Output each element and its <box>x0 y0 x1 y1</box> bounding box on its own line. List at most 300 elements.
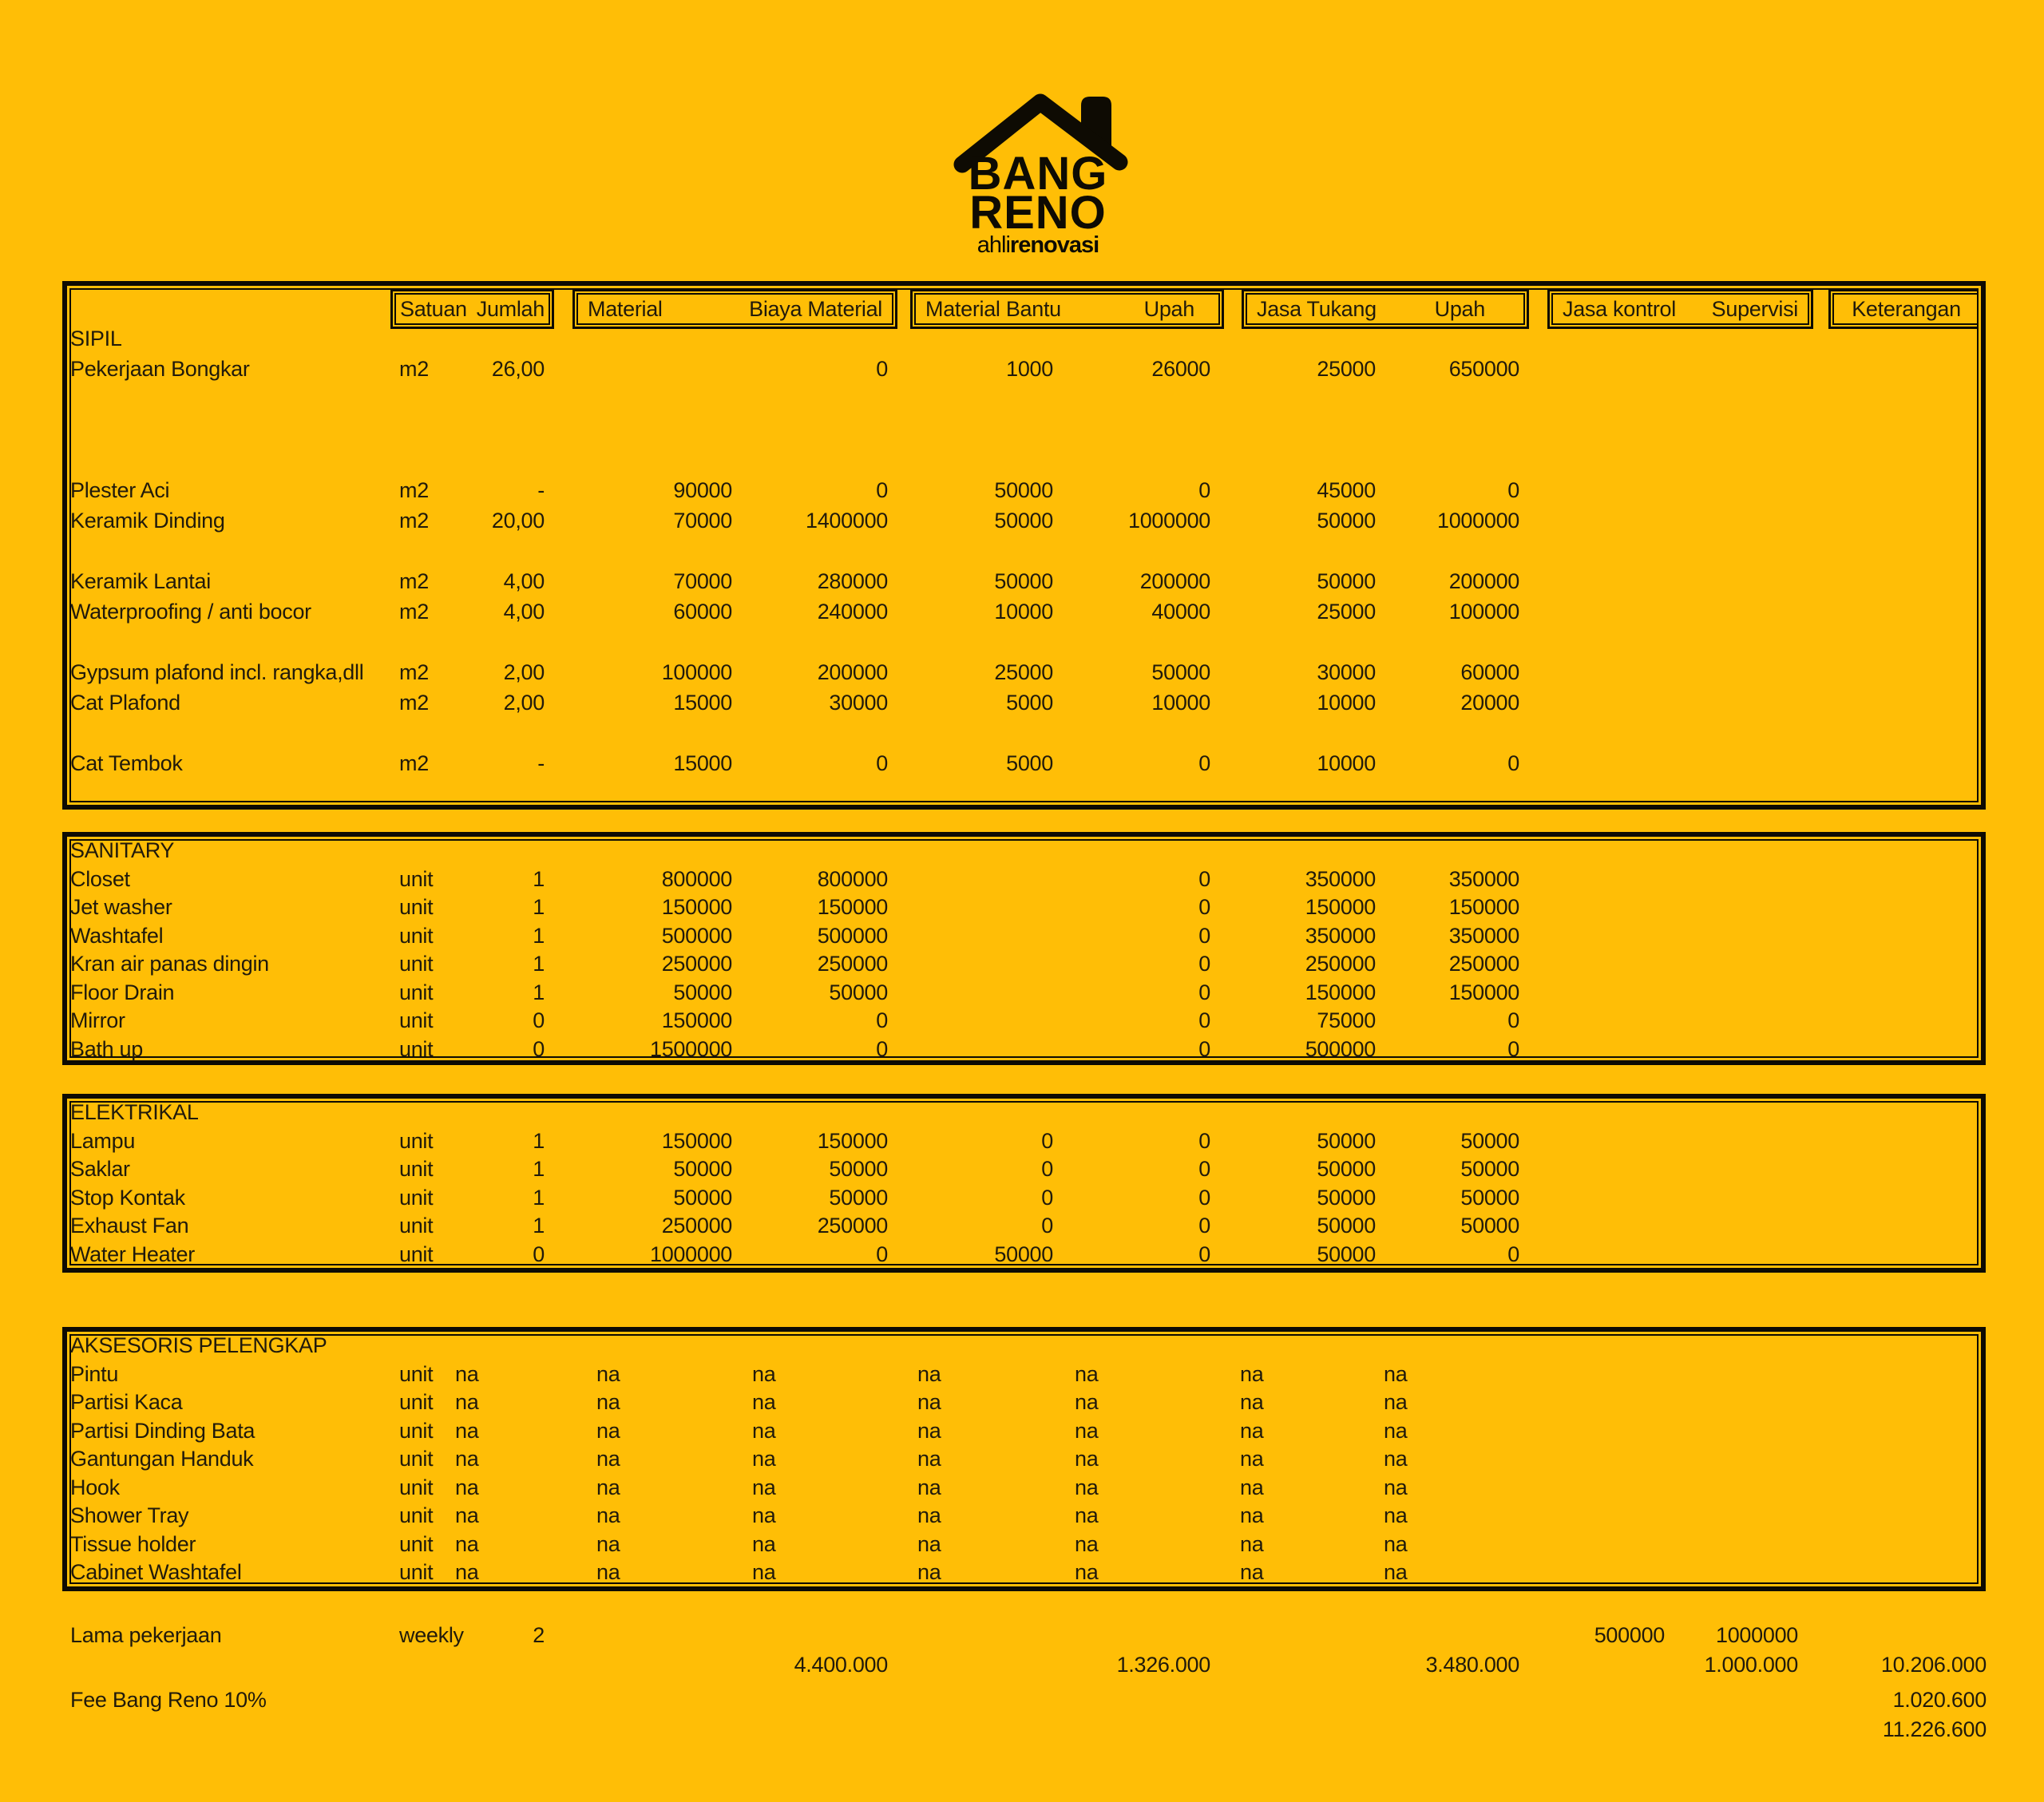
cell-jasa_tukang: 50000 <box>1317 509 1376 533</box>
section-title-elektrikal: ELEKTRIKAL <box>70 1100 199 1124</box>
cell-satuan: unit <box>399 1390 434 1414</box>
cell-material_bantu: 1000 <box>1006 357 1053 381</box>
cell-upah_bantu: na <box>1075 1418 1099 1443</box>
cell-biaya_material: 280000 <box>817 569 888 593</box>
cell-upah_bantu: 0 <box>1198 980 1210 1004</box>
cell-upah_bantu: 0 <box>1198 478 1210 502</box>
header-jumlah: Jumlah <box>476 296 545 321</box>
table-row <box>67 475 1981 505</box>
grand-total-value: 11.226.600 <box>1882 1717 1987 1741</box>
cell-material_bantu: 50000 <box>994 478 1053 502</box>
cell-upah_bantu: 0 <box>1198 751 1210 775</box>
cell-material_bantu: 50000 <box>994 509 1053 533</box>
cell-name: Gantungan Handuk <box>70 1447 254 1471</box>
cell-biaya_material: na <box>752 1560 776 1584</box>
cell-jasa_tukang: 45000 <box>1317 478 1376 502</box>
cell-biaya_material: na <box>752 1475 776 1499</box>
table-row <box>67 865 1981 894</box>
cell-jasa_tukang: 10000 <box>1317 751 1376 775</box>
table-row <box>67 1558 1981 1587</box>
cell-upah_bantu: 0 <box>1198 1128 1210 1153</box>
cell-jumlah: 1 <box>533 1185 545 1210</box>
cell-jumlah: 1 <box>533 895 545 919</box>
header-material-bantu: Material Bantu <box>925 296 1061 321</box>
cell-satuan: m2 <box>399 751 429 775</box>
cell-upah_bantu: na <box>1075 1390 1099 1414</box>
fee-label: Fee Bang Reno 10% <box>70 1688 267 1712</box>
cell-material: 70000 <box>673 569 732 593</box>
cell-jumlah: 2,00 <box>503 691 545 715</box>
section-rows <box>67 1099 1981 1269</box>
cell-jasa_tukang: 500000 <box>1305 1036 1376 1061</box>
table-row <box>67 1474 1981 1503</box>
section-sipil <box>62 281 1986 810</box>
cell-name: Hook <box>70 1475 120 1499</box>
cell-material: 60000 <box>673 600 732 624</box>
cell-jumlah: - <box>537 751 545 775</box>
cell-biaya_material: 0 <box>876 478 888 502</box>
cell-jumlah: 4,00 <box>503 569 545 593</box>
cell-material: 70000 <box>673 509 732 533</box>
cell-jasa_tukang: na <box>1240 1503 1264 1527</box>
cell-upah_tukang: 200000 <box>1448 569 1519 593</box>
subtotal-value: 10.206.000 <box>1880 1653 1987 1677</box>
grand-total-row <box>67 1715 1991 1745</box>
cell-jasa_tukang: na <box>1240 1531 1264 1556</box>
cell-material_bantu: na <box>917 1447 941 1471</box>
cell-material: 250000 <box>661 952 732 976</box>
logo-tagline-light: ahli <box>976 232 1010 258</box>
cell-material: 500000 <box>661 923 732 948</box>
cell-jasa_tukang: 150000 <box>1305 980 1376 1004</box>
cell-jumlah: 1 <box>533 1157 545 1181</box>
cell-satuan: unit <box>399 1447 434 1471</box>
cell-name: Cat Plafond <box>70 691 180 715</box>
cell-upah_tukang: 60000 <box>1460 660 1519 684</box>
cell-upah_bantu: na <box>1075 1447 1099 1471</box>
table-row <box>67 354 1981 384</box>
logo-line2: RENO <box>969 187 1107 239</box>
cell-biaya_material: 50000 <box>829 1185 888 1210</box>
table-row <box>67 1036 1981 1064</box>
cell-jasa_tukang: 350000 <box>1305 923 1376 948</box>
total-supervisi: 1.000.000 <box>1704 1653 1798 1677</box>
table-row <box>67 1007 1981 1036</box>
cell-name: Lampu <box>70 1128 136 1153</box>
cell-upah_bantu: 40000 <box>1151 600 1210 624</box>
cell-name: Tissue holder <box>70 1531 196 1556</box>
header-jasa-kontrol: Jasa kontrol <box>1563 296 1676 321</box>
cell-jasa_tukang: na <box>1240 1475 1264 1499</box>
cell-upah_bantu: 0 <box>1198 923 1210 948</box>
fee-value: 1.020.600 <box>1892 1688 1987 1712</box>
cell-upah_tukang: 0 <box>1507 1242 1519 1266</box>
cell-jasa_tukang: 150000 <box>1305 895 1376 919</box>
cell-jasa_tukang: 75000 <box>1317 1008 1376 1032</box>
cell-jumlah: 0 <box>533 1036 545 1061</box>
cell-biaya_material: 0 <box>876 1008 888 1032</box>
cell-jumlah: 0 <box>533 1008 545 1032</box>
cell-name: Kran air panas dingin <box>70 952 269 976</box>
cell-name: Washtafel <box>70 923 164 948</box>
cell-material_bantu: 50000 <box>994 569 1053 593</box>
section-aksesoris <box>62 1327 1986 1591</box>
cell-upah_bantu: 0 <box>1198 1214 1210 1238</box>
cell-biaya_material: 800000 <box>817 866 888 891</box>
cell-upah_tukang: 50000 <box>1460 1185 1519 1210</box>
total-upah-bantu: 1.326.000 <box>1116 1653 1210 1677</box>
cell-upah_bantu: 0 <box>1198 1036 1210 1061</box>
cell-biaya_material: 50000 <box>829 1157 888 1181</box>
cell-biaya_material: na <box>752 1531 776 1556</box>
cell-material_bantu: 0 <box>1041 1214 1053 1238</box>
table-row <box>67 687 1981 718</box>
cell-biaya_material: 0 <box>876 751 888 775</box>
cell-jumlah: na <box>455 1361 479 1386</box>
cell-upah_tukang: na <box>1384 1560 1408 1584</box>
cell-material: 1000000 <box>649 1242 732 1266</box>
table-row <box>67 1360 1981 1389</box>
cell-satuan: unit <box>399 1008 434 1032</box>
cell-upah_tukang: 0 <box>1507 1008 1519 1032</box>
header-supervisi: Supervisi <box>1711 296 1798 321</box>
header-satuan: Satuan <box>400 296 467 321</box>
cell-biaya_material: na <box>752 1418 776 1443</box>
table-row <box>67 384 1981 414</box>
cell-material_bantu: 25000 <box>994 660 1053 684</box>
cell-satuan: m2 <box>399 660 429 684</box>
cell-material_bantu: 5000 <box>1006 691 1053 715</box>
section-sanitary <box>62 832 1986 1065</box>
cell-upah_tukang: 350000 <box>1448 866 1519 891</box>
cell-satuan: m2 <box>399 600 429 624</box>
cell-material: 15000 <box>673 691 732 715</box>
cell-satuan: unit <box>399 866 434 891</box>
cell-material_bantu: na <box>917 1503 941 1527</box>
table-row <box>67 718 1981 748</box>
cell-upah_tukang: na <box>1384 1418 1408 1443</box>
cell-material: na <box>596 1503 620 1527</box>
cell-name: Mirror <box>70 1008 125 1032</box>
cell-upah_bantu: 0 <box>1198 895 1210 919</box>
table-row <box>67 837 1981 865</box>
cell-jasa_tukang: 50000 <box>1317 1214 1376 1238</box>
cell-upah_bantu: na <box>1075 1531 1099 1556</box>
cell-jumlah: na <box>455 1390 479 1414</box>
cell-jasa_tukang: na <box>1240 1447 1264 1471</box>
table-row <box>67 445 1981 475</box>
table-row <box>67 1332 1981 1360</box>
cell-satuan: unit <box>399 1475 434 1499</box>
cell-material_bantu: 0 <box>1041 1185 1053 1210</box>
duration-unit: weekly <box>399 1623 464 1647</box>
cell-material: 250000 <box>661 1214 732 1238</box>
cell-jumlah: na <box>455 1560 479 1584</box>
cell-upah_tukang: na <box>1384 1390 1408 1414</box>
cell-jumlah: 1 <box>533 1128 545 1153</box>
logo-text <box>910 148 1166 258</box>
cell-material: na <box>596 1390 620 1414</box>
cell-upah_bantu: na <box>1075 1361 1099 1386</box>
total-upah-tukang: 3.480.000 <box>1425 1653 1519 1677</box>
table-row <box>67 1212 1981 1241</box>
cell-jasa_tukang: 50000 <box>1317 1128 1376 1153</box>
table-row <box>67 1099 1981 1127</box>
section-rows <box>67 837 1981 1063</box>
cell-material: 15000 <box>673 751 732 775</box>
cell-material_bantu: 5000 <box>1006 751 1053 775</box>
cell-biaya_material: 150000 <box>817 1128 888 1153</box>
cell-material: na <box>596 1531 620 1556</box>
section-rows <box>67 1332 1981 1587</box>
cell-satuan: unit <box>399 1214 434 1238</box>
cell-jasa_tukang: 30000 <box>1317 660 1376 684</box>
cell-material: 150000 <box>661 895 732 919</box>
cell-biaya_material: 250000 <box>817 1214 888 1238</box>
cell-biaya_material: 50000 <box>829 980 888 1004</box>
table-row <box>67 596 1981 627</box>
cell-material: na <box>596 1475 620 1499</box>
table-row <box>67 950 1981 979</box>
header-upah-tukang: Upah <box>1434 296 1485 321</box>
cell-name: Plester Aci <box>70 478 170 502</box>
section-rows <box>67 323 1981 778</box>
cell-jasa_tukang: 50000 <box>1317 569 1376 593</box>
cell-satuan: unit <box>399 923 434 948</box>
cell-upah_bantu: 0 <box>1198 1185 1210 1210</box>
cell-material_bantu: na <box>917 1418 941 1443</box>
cell-material_bantu: 0 <box>1041 1157 1053 1181</box>
cell-material_bantu: 0 <box>1041 1128 1053 1153</box>
cell-satuan: unit <box>399 1128 434 1153</box>
table-row <box>67 922 1981 951</box>
cell-jumlah: na <box>455 1447 479 1471</box>
total-biaya-material: 4.400.000 <box>794 1653 888 1677</box>
section-title-sanitary: SANITARY <box>70 838 175 862</box>
table-row <box>67 1241 1981 1269</box>
header-jasa-tukang: Jasa Tukang <box>1257 296 1377 321</box>
cell-jumlah: 1 <box>533 952 545 976</box>
cell-jumlah: na <box>455 1475 479 1499</box>
cell-upah_tukang: 150000 <box>1448 980 1519 1004</box>
cell-biaya_material: 150000 <box>817 895 888 919</box>
cell-jasa_tukang: 25000 <box>1317 600 1376 624</box>
cell-material: 150000 <box>661 1008 732 1032</box>
cell-upah_bantu: 0 <box>1198 1242 1210 1266</box>
cell-biaya_material: na <box>752 1447 776 1471</box>
cell-upah_tukang: na <box>1384 1503 1408 1527</box>
subtotals-row <box>67 1650 1991 1680</box>
cell-biaya_material: 240000 <box>817 600 888 624</box>
cell-upah_tukang: 1000000 <box>1436 509 1519 533</box>
cell-biaya_material: 1400000 <box>805 509 888 533</box>
cell-material: 50000 <box>673 980 732 1004</box>
duration-label: Lama pekerjaan <box>70 1623 222 1647</box>
cell-upah_tukang: 100000 <box>1448 600 1519 624</box>
cell-upah_tukang: 50000 <box>1460 1157 1519 1181</box>
cell-biaya_material: 500000 <box>817 923 888 948</box>
cell-upah_tukang: na <box>1384 1447 1408 1471</box>
cell-biaya_material: 0 <box>876 357 888 381</box>
cell-jasa_tukang: na <box>1240 1560 1264 1584</box>
cell-jumlah: 1 <box>533 923 545 948</box>
cell-jumlah: 1 <box>533 1214 545 1238</box>
cell-material: 50000 <box>673 1157 732 1181</box>
cell-satuan: m2 <box>399 509 429 533</box>
cell-name: Exhaust Fan <box>70 1214 189 1238</box>
cell-jasa_tukang: 350000 <box>1305 866 1376 891</box>
bang-reno-logo <box>910 73 1166 273</box>
header-material: Material <box>588 296 663 321</box>
table-row <box>67 627 1981 657</box>
cell-name: Waterproofing / anti bocor <box>70 600 311 624</box>
cell-upah_tukang: 50000 <box>1460 1214 1519 1238</box>
logo-line1: BANG <box>968 148 1108 200</box>
cell-upah_tukang: na <box>1384 1531 1408 1556</box>
cell-biaya_material: 250000 <box>817 952 888 976</box>
section-elektrikal <box>62 1094 1986 1273</box>
cell-name: Stop Kontak <box>70 1185 185 1210</box>
cell-satuan: m2 <box>399 478 429 502</box>
cell-biaya_material: na <box>752 1503 776 1527</box>
cell-material: 90000 <box>673 478 732 502</box>
fee-row <box>67 1685 1991 1715</box>
duration-row <box>67 1621 1991 1650</box>
cell-satuan: m2 <box>399 357 429 381</box>
cell-material_bantu: na <box>917 1475 941 1499</box>
table-row <box>67 1127 1981 1156</box>
cell-biaya_material: 200000 <box>817 660 888 684</box>
table-row <box>67 748 1981 778</box>
table-row <box>67 1531 1981 1559</box>
cell-name: Pintu <box>70 1361 119 1386</box>
header-keterangan: Keterangan <box>1852 296 1961 321</box>
cell-upah_tukang: 250000 <box>1448 952 1519 976</box>
cell-satuan: unit <box>399 1242 434 1266</box>
cell-jumlah: 2,00 <box>503 660 545 684</box>
cell-satuan: unit <box>399 1418 434 1443</box>
cell-material: na <box>596 1447 620 1471</box>
cell-jumlah: na <box>455 1418 479 1443</box>
cell-jumlah: na <box>455 1503 479 1527</box>
table-row <box>67 536 1981 566</box>
cell-jasa_tukang: na <box>1240 1361 1264 1386</box>
cell-material_bantu: na <box>917 1531 941 1556</box>
cell-name: Keramik Dinding <box>70 509 225 533</box>
cell-upah_bantu: 1000000 <box>1127 509 1210 533</box>
cell-upah_tukang: na <box>1384 1361 1408 1386</box>
cell-name: Bath up <box>70 1036 143 1061</box>
table-row <box>67 657 1981 687</box>
logo-tagline <box>910 232 1166 258</box>
cell-upah_tukang: 20000 <box>1460 691 1519 715</box>
cell-jumlah: 26,00 <box>491 357 545 381</box>
cell-material: na <box>596 1418 620 1443</box>
cell-name: Water Heater <box>70 1242 195 1266</box>
cell-jasa_tukang: na <box>1240 1418 1264 1443</box>
cell-material: 100000 <box>661 660 732 684</box>
cell-biaya_material: na <box>752 1361 776 1386</box>
section-title-sipil: SIPIL <box>70 327 122 350</box>
logo-tagline-bold: renovasi <box>1009 232 1099 258</box>
table-row <box>67 1445 1981 1474</box>
cell-upah_bantu: 200000 <box>1139 569 1210 593</box>
table-row <box>67 1184 1981 1213</box>
cell-biaya_material: 0 <box>876 1242 888 1266</box>
cell-upah_tukang: 0 <box>1507 751 1519 775</box>
cell-jumlah: 1 <box>533 980 545 1004</box>
cell-jasa_tukang: 25000 <box>1317 357 1376 381</box>
cell-material_bantu: 10000 <box>994 600 1053 624</box>
header-upah-bantu: Upah <box>1143 296 1194 321</box>
cell-jasa_tukang: 50000 <box>1317 1157 1376 1181</box>
table-row <box>67 414 1981 445</box>
cell-name: Cat Tembok <box>70 751 183 775</box>
cell-upah_tukang: 350000 <box>1448 923 1519 948</box>
table-row <box>67 1502 1981 1531</box>
cell-satuan: m2 <box>399 691 429 715</box>
cell-name: Partisi Kaca <box>70 1390 183 1414</box>
supervisi-rate: 1000000 <box>1715 1623 1798 1647</box>
cell-jasa_tukang: 50000 <box>1317 1185 1376 1210</box>
cell-satuan: unit <box>399 952 434 976</box>
cell-material_bantu: na <box>917 1390 941 1414</box>
cell-jumlah: - <box>537 478 545 502</box>
table-row <box>67 1155 1981 1184</box>
cell-name: Floor Drain <box>70 980 175 1004</box>
table-row <box>67 893 1981 922</box>
table-row <box>67 505 1981 536</box>
cell-satuan: unit <box>399 1185 434 1210</box>
cell-jasa_tukang: 50000 <box>1317 1242 1376 1266</box>
cell-jumlah: 4,00 <box>503 600 545 624</box>
cell-upah_bantu: 10000 <box>1151 691 1210 715</box>
cell-material: 50000 <box>673 1185 732 1210</box>
table-row <box>67 979 1981 1008</box>
cell-upah_tukang: 650000 <box>1448 357 1519 381</box>
cell-material: 1500000 <box>649 1036 732 1061</box>
cell-upah_bantu: na <box>1075 1475 1099 1499</box>
table-row <box>67 1417 1981 1446</box>
cell-material_bantu: 50000 <box>994 1242 1053 1266</box>
cell-jumlah: 0 <box>533 1242 545 1266</box>
cell-biaya_material: 30000 <box>829 691 888 715</box>
cell-biaya_material: 0 <box>876 1036 888 1061</box>
cell-satuan: unit <box>399 1560 434 1584</box>
cell-name: Closet <box>70 866 130 891</box>
cell-jumlah: 1 <box>533 866 545 891</box>
cell-upah_tukang: 0 <box>1507 1036 1519 1061</box>
cell-jumlah: na <box>455 1531 479 1556</box>
cell-jasa_tukang: 250000 <box>1305 952 1376 976</box>
cell-upah_bantu: 0 <box>1198 1008 1210 1032</box>
cell-upah_bantu: 26000 <box>1151 357 1210 381</box>
cell-satuan: unit <box>399 895 434 919</box>
cell-upah_tukang: na <box>1384 1475 1408 1499</box>
cell-upah_bantu: na <box>1075 1560 1099 1584</box>
cell-satuan: unit <box>399 980 434 1004</box>
cell-satuan: unit <box>399 1503 434 1527</box>
table-row <box>67 1388 1981 1417</box>
cell-name: Pekerjaan Bongkar <box>70 357 250 381</box>
cell-name: Gypsum plafond incl. rangka,dll <box>70 660 364 684</box>
table-row <box>67 566 1981 596</box>
cell-material_bantu: na <box>917 1560 941 1584</box>
cell-upah_tukang: 0 <box>1507 478 1519 502</box>
duration-value: 2 <box>533 1623 545 1647</box>
cell-satuan: m2 <box>399 569 429 593</box>
cell-material_bantu: na <box>917 1361 941 1386</box>
